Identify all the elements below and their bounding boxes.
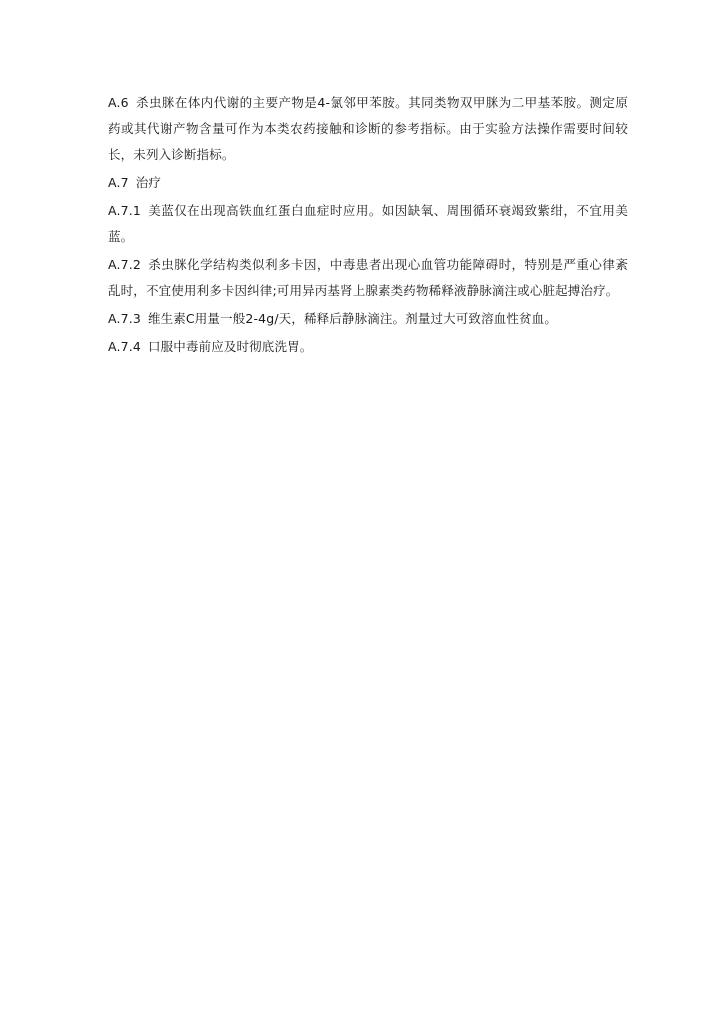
section-a71-paragraph [108, 198, 628, 250]
document-body [108, 90, 628, 362]
section-a72-paragraph [108, 252, 628, 304]
section-number: A.7.1 [108, 203, 141, 218]
section-text: 口服中毒前应及时彻底洗胃。 [147, 339, 313, 354]
section-a7-heading [108, 170, 628, 196]
section-number: A.7.2 [108, 257, 141, 272]
section-number: A.6 [108, 95, 129, 110]
section-text: 美蓝仅在出现高铁血红蛋白血症时应用。如因缺氧、周围循环衰竭致紫绀，不宜用美蓝。 [108, 203, 628, 244]
section-number: A.7.4 [108, 339, 141, 354]
section-text: 杀虫脒在体内代谢的主要产物是4-氯邻甲苯胺。其同类物双甲脒为二甲基苯胺。测定原药或其代谢产物含量可作为本类农药接触和诊断的参考指标。由于实验方法操作需要时间较长，未列入诊断指标。 [108, 95, 628, 162]
section-text: 杀虫脒化学结构类似利多卡因，中毒患者出现心血管功能障碍时，特别是严重心律紊乱时，不宜使用利多卡因纠律;可用异丙基肾上腺素类药物稀释液静脉滴注或心脏起搏治疗。 [108, 257, 628, 298]
section-number: A.7 [108, 175, 129, 190]
section-a74-paragraph [108, 334, 628, 360]
section-a6-paragraph [108, 90, 628, 168]
section-a73-paragraph [108, 306, 628, 332]
section-title: 治疗 [135, 175, 162, 190]
section-number: A.7.3 [108, 311, 141, 326]
section-text: 维生素C用量一般2-4g/天，稀释后静脉滴注。剂量过大可致溶血性贫血。 [147, 311, 557, 326]
